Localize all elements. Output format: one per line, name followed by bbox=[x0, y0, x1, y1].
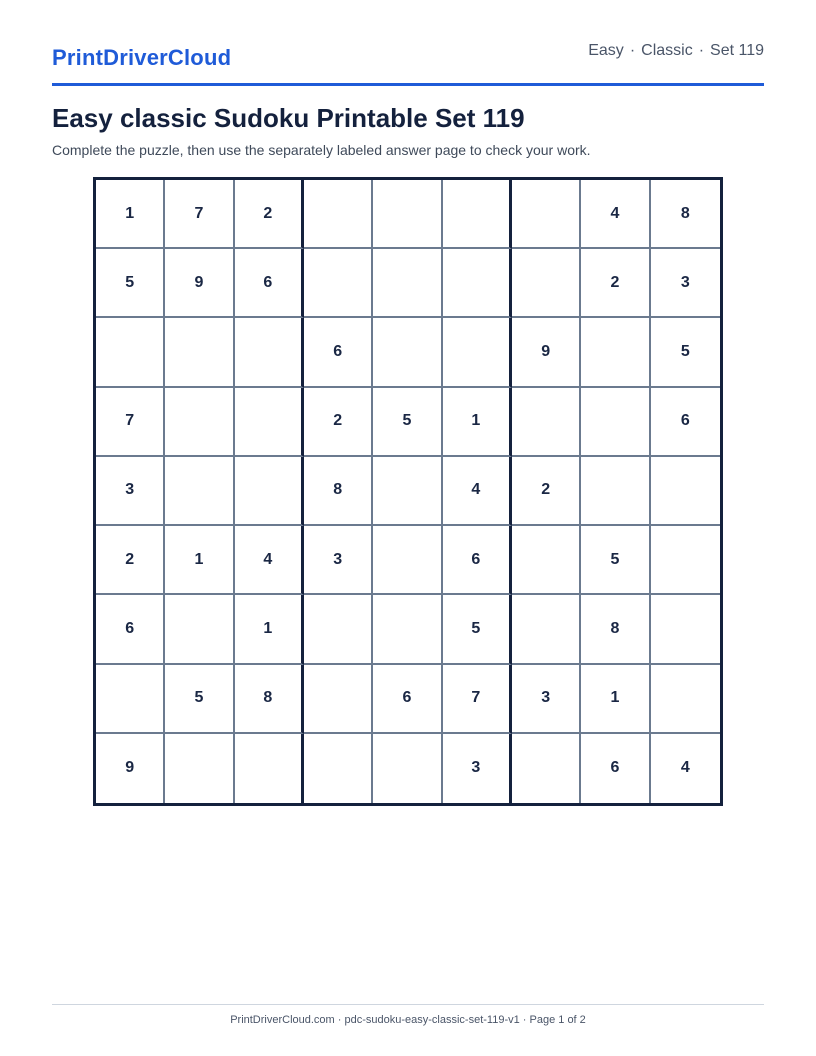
sudoku-cell-r2-c2: 9 bbox=[165, 249, 234, 318]
sudoku-cell-r1-c7[interactable] bbox=[512, 180, 581, 249]
sudoku-cell-r1-c2: 7 bbox=[165, 180, 234, 249]
sudoku-cell-r9-c9: 4 bbox=[680, 759, 690, 777]
sudoku-cell-r5-c2[interactable] bbox=[165, 457, 234, 526]
sudoku-cell-r5-c8[interactable] bbox=[581, 457, 650, 526]
sudoku-cell-r8-c9[interactable] bbox=[651, 665, 720, 734]
sudoku-cell-r2-c9: 3 bbox=[651, 249, 720, 318]
sudoku-cell-r3-c2[interactable] bbox=[165, 318, 234, 387]
sudoku-cell-r8-c6: 7 bbox=[443, 665, 512, 734]
sudoku-cell-r8-c8: 1 bbox=[581, 665, 650, 734]
meta-separator: · bbox=[698, 42, 705, 59]
sudoku-cell-r3-c3[interactable] bbox=[235, 318, 304, 387]
sudoku-cell-r8-c7: 3 bbox=[512, 665, 581, 734]
sudoku-cell-r2-c5[interactable] bbox=[373, 249, 442, 318]
sudoku-cell-r6-c8: 5 bbox=[581, 526, 650, 595]
page-header bbox=[52, 36, 764, 86]
sudoku-cell-r7-c4[interactable] bbox=[304, 595, 373, 664]
sudoku-cell-r9-c1: 9 bbox=[96, 734, 165, 803]
sudoku-cell-r1-c4[interactable] bbox=[304, 180, 373, 249]
sudoku-cell-r8-c2: 5 bbox=[165, 665, 234, 734]
sudoku-cell-r2-c1: 5 bbox=[96, 249, 165, 318]
sudoku-cell-r2-c4[interactable] bbox=[304, 249, 373, 318]
sudoku-cell-r7-c6: 5 bbox=[443, 595, 512, 664]
sudoku-cell-r1-c9: 8 bbox=[651, 180, 720, 249]
sudoku-cell-r5-c7: 2 bbox=[512, 457, 581, 526]
sudoku-cell-r3-c8[interactable] bbox=[581, 318, 650, 387]
sudoku-cell-r7-c9[interactable] bbox=[651, 595, 720, 664]
puzzle-meta bbox=[588, 42, 764, 60]
sudoku-cell-r5-c3[interactable] bbox=[235, 457, 304, 526]
sudoku-cell-r1-c5[interactable] bbox=[373, 180, 442, 249]
meta-separator: · bbox=[629, 42, 636, 59]
sudoku-grid bbox=[93, 177, 723, 806]
sudoku-cell-r6-c9[interactable] bbox=[651, 526, 720, 595]
sudoku-cell-r6-c1: 2 bbox=[96, 526, 165, 595]
sudoku-cell-r3-c7: 9 bbox=[512, 318, 581, 387]
sudoku-cell-r4-c1: 7 bbox=[96, 388, 165, 457]
page-title: Easy classic Sudoku Printable Set 119 bbox=[52, 103, 525, 133]
sudoku-cell-r8-c5: 6 bbox=[373, 665, 442, 734]
sudoku-cell-r6-c5[interactable] bbox=[373, 526, 442, 595]
sudoku-cell-r1-c3: 2 bbox=[235, 180, 304, 249]
sudoku-cell-r4-c3[interactable] bbox=[235, 388, 304, 457]
sudoku-cell-r2-c6[interactable] bbox=[443, 249, 512, 318]
sudoku-cell-r4-c4: 2 bbox=[304, 388, 373, 457]
sudoku-cell-r3-c9: 5 bbox=[651, 318, 720, 387]
sudoku-cell-r7-c5[interactable] bbox=[373, 595, 442, 664]
sudoku-cell-r9-c3[interactable] bbox=[235, 734, 304, 803]
sudoku-cell-r9-c5[interactable] bbox=[373, 734, 442, 803]
sudoku-cell-r6-c2: 1 bbox=[165, 526, 234, 595]
sudoku-cell-r3-c1[interactable] bbox=[96, 318, 165, 387]
sudoku-cell-r3-c6[interactable] bbox=[443, 318, 512, 387]
sudoku-cell-r7-c2[interactable] bbox=[165, 595, 234, 664]
sudoku-cell-r4-c7[interactable] bbox=[512, 388, 581, 457]
sudoku-cell-r8-c1[interactable] bbox=[96, 665, 165, 734]
brand-logo: PrintDriverCloud bbox=[52, 45, 232, 70]
sudoku-cell-r9-c8: 6 bbox=[581, 734, 650, 803]
sudoku-cell-r1-c1: 1 bbox=[96, 180, 165, 249]
sudoku-cell-r6-c6: 6 bbox=[443, 526, 512, 595]
sudoku-cell-r6-c3: 4 bbox=[235, 526, 304, 595]
sudoku-cell-r9-c6: 3 bbox=[443, 734, 512, 803]
sudoku-cell-r3-c4: 6 bbox=[304, 318, 373, 387]
sudoku-cell-r5-c6: 4 bbox=[443, 457, 512, 526]
sudoku-cell-r5-c5[interactable] bbox=[373, 457, 442, 526]
meta-set: Set 119 bbox=[710, 42, 764, 59]
sudoku-cell-r7-c7[interactable] bbox=[512, 595, 581, 664]
sudoku-cell-r4-c2[interactable] bbox=[165, 388, 234, 457]
sudoku-cell-r1-c6[interactable] bbox=[443, 180, 512, 249]
sudoku-cell-r6-c4: 3 bbox=[304, 526, 373, 595]
sudoku-cell-r2-c8: 2 bbox=[581, 249, 650, 318]
sudoku-cell-r3-c5[interactable] bbox=[373, 318, 442, 387]
sudoku-cell-r7-c1: 6 bbox=[96, 595, 165, 664]
meta-difficulty: Easy bbox=[588, 42, 624, 59]
sudoku-cell-r9-c2[interactable] bbox=[165, 734, 234, 803]
sudoku-cell-r2-c7[interactable] bbox=[512, 249, 581, 318]
sudoku-cell-r4-c5: 5 bbox=[373, 388, 442, 457]
sudoku-cell-r2-c3: 6 bbox=[235, 249, 304, 318]
sudoku-cell-r7-c8: 8 bbox=[581, 595, 650, 664]
sudoku-cell-r4-c9: 6 bbox=[651, 388, 720, 457]
sudoku-cell-r7-c3: 1 bbox=[235, 595, 304, 664]
sudoku-cell-r8-c4[interactable] bbox=[304, 665, 373, 734]
sudoku-cell-r4-c6: 1 bbox=[443, 388, 512, 457]
sudoku-cell-r5-c1: 3 bbox=[96, 457, 165, 526]
sudoku-cell-r9-c7[interactable] bbox=[512, 734, 581, 803]
page-footer: PrintDriverCloud.com · pdc-sudoku-easy-classic-set-119-v1 · Page 1 of 2 bbox=[52, 1004, 764, 1026]
sudoku-cell-r9-c4[interactable] bbox=[304, 734, 373, 803]
sudoku-cell-r4-c8[interactable] bbox=[581, 388, 650, 457]
instructions: Complete the puzzle, then use the separately labeled answer page to check your work. bbox=[52, 142, 591, 158]
sudoku-cell-r6-c7[interactable] bbox=[512, 526, 581, 595]
sudoku-cell-r5-c4: 8 bbox=[304, 457, 373, 526]
sudoku-cell-r5-c9[interactable] bbox=[651, 457, 720, 526]
sudoku-cell-r1-c8: 4 bbox=[581, 180, 650, 249]
sudoku-cell-r8-c3: 8 bbox=[235, 665, 304, 734]
meta-variant: Classic bbox=[641, 42, 693, 59]
